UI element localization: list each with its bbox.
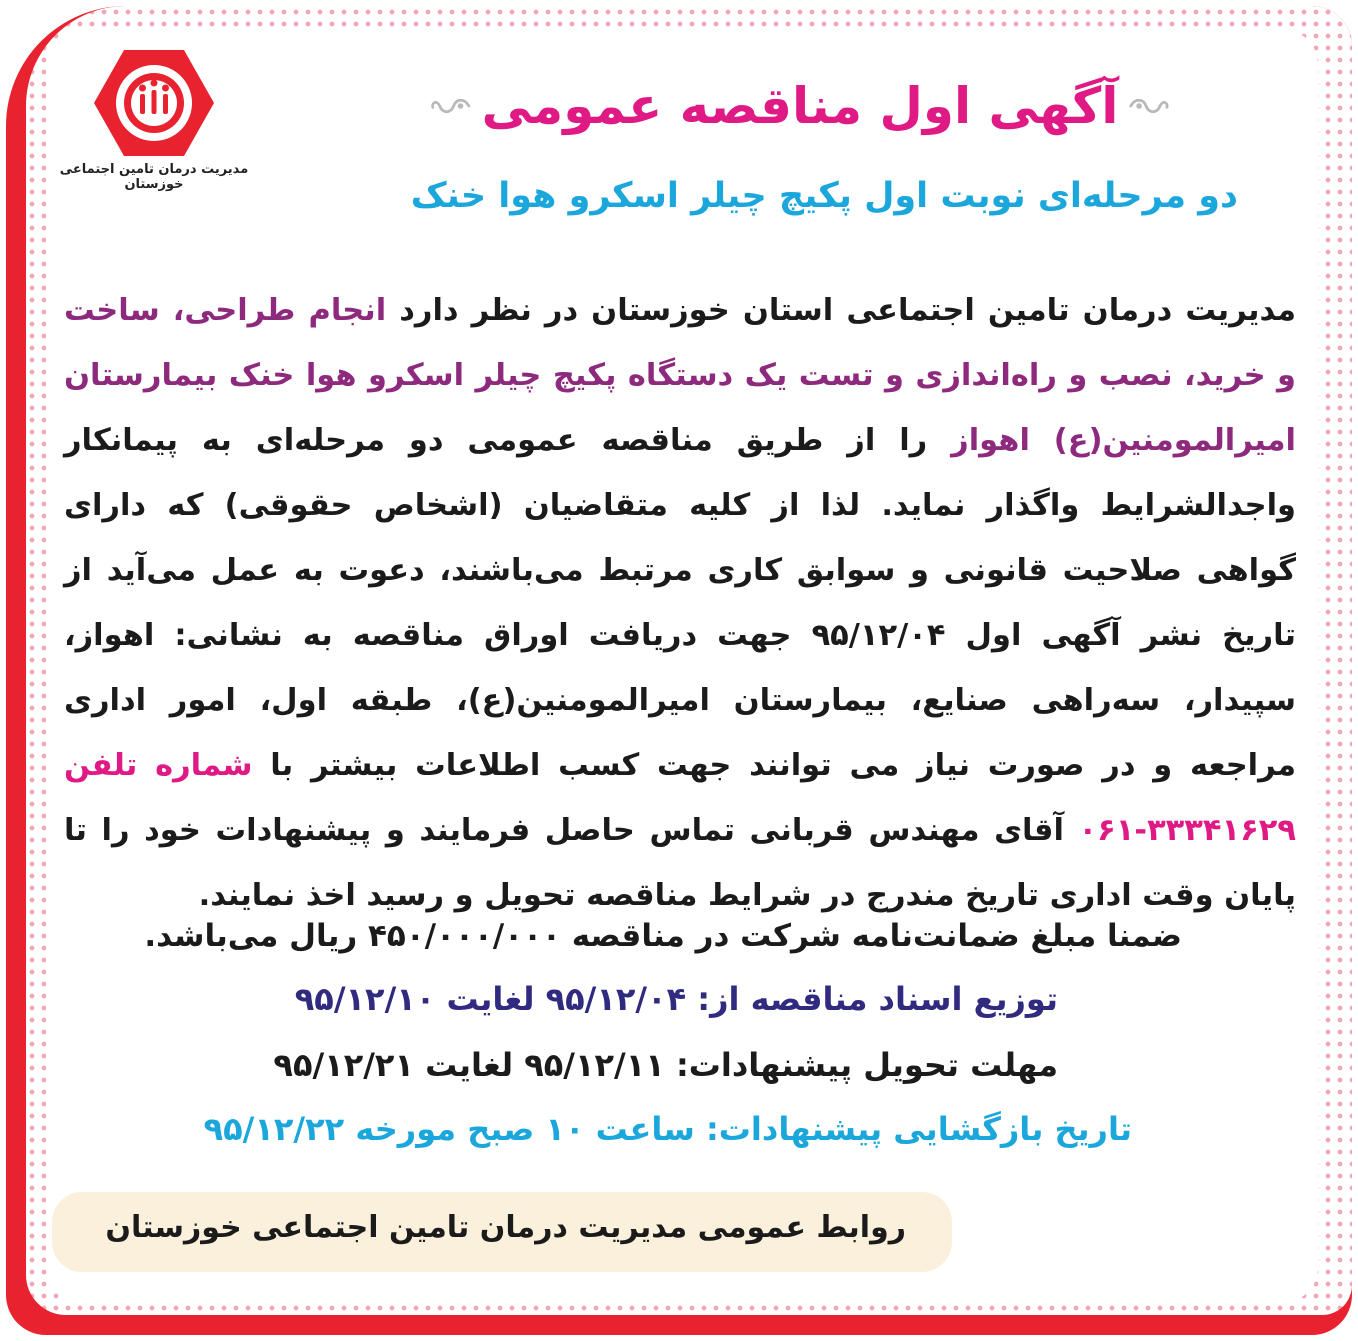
body-details: را از طریق مناقصه عمومی دو مرحله‌ای به پیمانکار واجدالشرایط واگذار نماید. لذا از کلیه متقاضیان (اشخاص حقوقی) که دارای گواهی صلاحیت قانونی و سوابق کاری مرتبط می‌باشند، دعوت به عمل می‌آید از تاریخ نشر آگهی اول ۹۵/۱۲/۰۴ جهت دریافت اوراق مناقصه به نشانی: اهواز، سپیدار، سه‌راهی صنایع، بیمارستان امیرالمومنین(ع)، طبقه اول، امور اداری مراجعه و در صورت نیاز می توانند جهت کسب اطلاعات بیشتر با [64,423,1296,783]
notice-body [64,278,1296,928]
distribution-dates: توزیع اسناد مناقصه از: ۹۵/۱۲/۰۴ لغایت ۹۵/۱۲/۱۰ [294,980,1058,1018]
social-security-logo-icon [92,48,216,158]
logo-block [34,48,274,198]
ornament-right-icon [1128,91,1170,121]
ornament-left-icon [430,91,472,121]
body-phone: شماره تلفن ۳۳۳۴۱۶۲۹-۰۶۱ [64,748,1296,848]
footer-signature: روابط عمومی مدیریت درمان تامین اجتماعی خوزستان [105,1210,906,1245]
body-closing: آقای مهندس قربانی تماس حاصل فرمایند و پیشنهادات خود را تا پایان وقت اداری تاریخ مندرج در شرایط مناقصه تحویل و رسید اخذ نمایند. [64,813,1296,913]
logo-caption: مدیریت درمان تامین اجتماعی خوزستان [59,162,249,192]
opening-date: تاریخ بازگشایی پیشنهادات: ساعت ۱۰ صبح مورخه ۹۵/۱۲/۲۲ [203,1110,1132,1148]
body-intro: مدیریت درمان تامین اجتماعی استان خوزستان در نظر دارد [386,293,1296,328]
notice-title: آگهی اول مناقصه عمومی [481,77,1119,135]
title-row [430,66,1170,146]
footer-box [52,1192,952,1272]
submission-deadline: مهلت تحویل پیشنهادات: ۹۵/۱۲/۱۱ لغایت ۹۵/۱۲/۲۱ [273,1046,1058,1084]
guarantee-amount: ضمنا مبلغ ضمانت‌نامه شرکت در مناقصه ۴۵۰/۰۰۰/۰۰۰ ریال می‌باشد. [144,918,1182,954]
body-subject: انجام طراحی، ساخت و خرید، نصب و راه‌اندازی و تست یک دستگاه پکیچ چیلر اسکرو هوا خنک بیمارستان امیرالمومنین(ع) اهواز [64,293,1296,458]
notice-subtitle: دو مرحله‌ای نوبت اول پکیچ چیلر اسکرو هوا خنک [410,176,1238,216]
